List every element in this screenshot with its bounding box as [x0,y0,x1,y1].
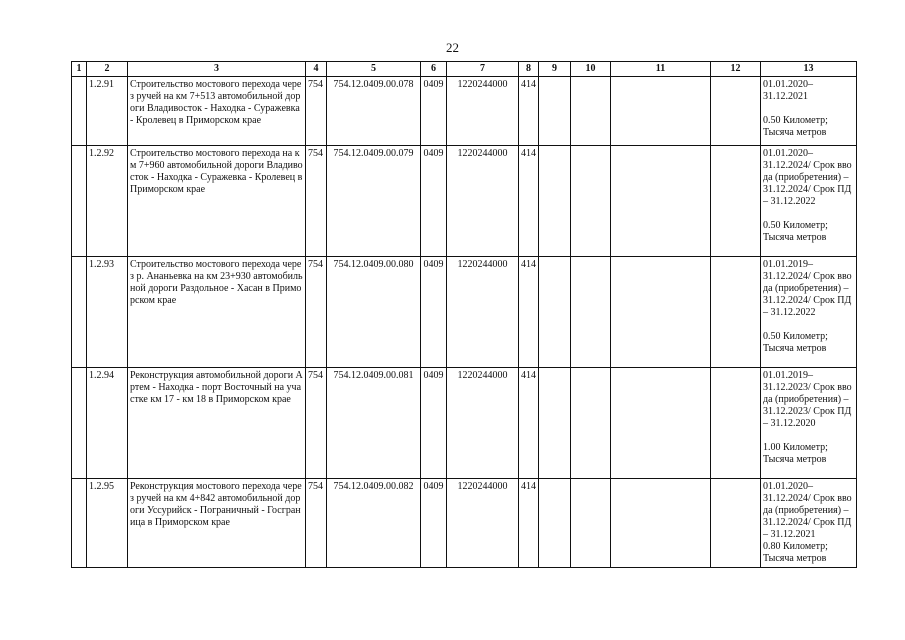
cell-code-7: 1220244000 [447,479,519,568]
column-header: 2 [87,62,128,77]
cell-col12 [711,146,761,257]
cell-col9 [539,368,571,479]
cell-col9 [539,257,571,368]
cell-col12 [711,257,761,368]
cell-col10 [571,146,611,257]
term-cell [761,368,857,479]
cell-code-5: 754.12.0409.00.082 [327,479,421,568]
capacity: 0.50 Километр; Тысяча метров [763,220,828,243]
cell-code-5: 754.12.0409.00.078 [327,77,421,146]
cell-code-4: 754 [306,479,327,568]
page-number: 22 [446,40,459,55]
table-row [72,257,857,368]
term-period: 01.01.2019– 31.12.2023/ Срок ввода (приобретения) – 31.12.2023/ Срок ПД – 31.12.2020 [763,370,852,429]
cell-col10 [571,77,611,146]
cell-code-8: 414 [519,257,539,368]
object-name: Реконструкция мостового перехода через ручей на км 4+842 автомобильной дороги Уссурийск - Пограничный - Госграница в Приморском крае [128,479,306,568]
term-cell [761,257,857,368]
column-header: 10 [571,62,611,77]
cell-code-5: 754.12.0409.00.081 [327,368,421,479]
object-name: Строительство мостового перехода через ручей на км 7+513 автомобильной дороги Владивосток - Находка - Суражевка - Кролевец в Приморском крае [128,77,306,146]
row-number: 1.2.93 [87,257,128,368]
term-period: 01.01.2019– 31.12.2024/ Срок ввода (приобретения) – 31.12.2024/ Срок ПД – 31.12.2022 [763,259,852,318]
cell-col1 [72,257,87,368]
cell-code-7: 1220244000 [447,368,519,479]
object-name: Строительство мостового перехода на км 7+960 автомобильной дороги Владивосток - Находка - Суражевка - Кролевец в Приморском крае [128,146,306,257]
cell-col11 [611,479,711,568]
capacity: 0.50 Километр; Тысяча метров [763,331,828,354]
cell-col9 [539,146,571,257]
row-number: 1.2.94 [87,368,128,479]
table-row [72,146,857,257]
cell-code-6: 0409 [421,479,447,568]
cell-code-8: 414 [519,368,539,479]
row-number: 1.2.95 [87,479,128,568]
column-header: 7 [447,62,519,77]
cell-col11 [611,77,711,146]
cell-col1 [72,146,87,257]
cell-col11 [611,368,711,479]
table-row [72,479,857,568]
column-header: 9 [539,62,571,77]
term-cell [761,146,857,257]
capacity: 1.00 Километр; Тысяча метров [763,442,828,465]
term-period: 01.01.2020– 31.12.2024/ Срок ввода (приобретения) – 31.12.2024/ Срок ПД – 31.12.2021 [763,481,852,540]
term-cell [761,479,857,568]
cell-col1 [72,479,87,568]
column-header: 13 [761,62,857,77]
cell-col1 [72,77,87,146]
cell-code-5: 754.12.0409.00.079 [327,146,421,257]
cell-code-8: 414 [519,77,539,146]
cell-code-6: 0409 [421,368,447,479]
cell-col12 [711,479,761,568]
row-number: 1.2.91 [87,77,128,146]
term-cell [761,77,857,146]
column-header: 4 [306,62,327,77]
header-row [72,62,857,77]
column-header: 6 [421,62,447,77]
cell-col12 [711,368,761,479]
row-number: 1.2.92 [87,146,128,257]
cell-code-4: 754 [306,257,327,368]
cell-code-8: 414 [519,146,539,257]
column-header: 3 [128,62,306,77]
cell-code-4: 754 [306,146,327,257]
capacity: 0.50 Километр; Тысяча метров [763,115,828,138]
cell-code-6: 0409 [421,146,447,257]
object-name: Реконструкция автомобильной дороги Артем - Находка - порт Восточный на участке км 17 - км 18 в Приморском крае [128,368,306,479]
investment-objects-table [71,61,857,568]
cell-code-7: 1220244000 [447,146,519,257]
cell-code-5: 754.12.0409.00.080 [327,257,421,368]
table-row [72,368,857,479]
cell-col10 [571,257,611,368]
cell-col11 [611,146,711,257]
column-header: 5 [327,62,421,77]
table-row [72,77,857,146]
cell-col9 [539,479,571,568]
term-period: 01.01.2020– 31.12.2024/ Срок ввода (приобретения) – 31.12.2024/ Срок ПД – 31.12.2022 [763,148,852,207]
object-name: Строительство мостового перехода через р. Ананьевка на км 23+930 автомобильной дороги Раздольное - Хасан в Приморском крае [128,257,306,368]
column-header: 12 [711,62,761,77]
cell-col10 [571,479,611,568]
cell-code-6: 0409 [421,77,447,146]
column-header: 11 [611,62,711,77]
column-header: 8 [519,62,539,77]
cell-col1 [72,368,87,479]
cell-code-6: 0409 [421,257,447,368]
term-period: 01.01.2020– 31.12.2021 [763,79,813,102]
cell-col10 [571,368,611,479]
cell-code-7: 1220244000 [447,257,519,368]
cell-code-4: 754 [306,368,327,479]
cell-col11 [611,257,711,368]
capacity: 0.80 Километр; Тысяча метров [763,541,828,564]
column-header: 1 [72,62,87,77]
cell-code-8: 414 [519,479,539,568]
cell-code-4: 754 [306,77,327,146]
cell-code-7: 1220244000 [447,77,519,146]
cell-col9 [539,77,571,146]
cell-col12 [711,77,761,146]
